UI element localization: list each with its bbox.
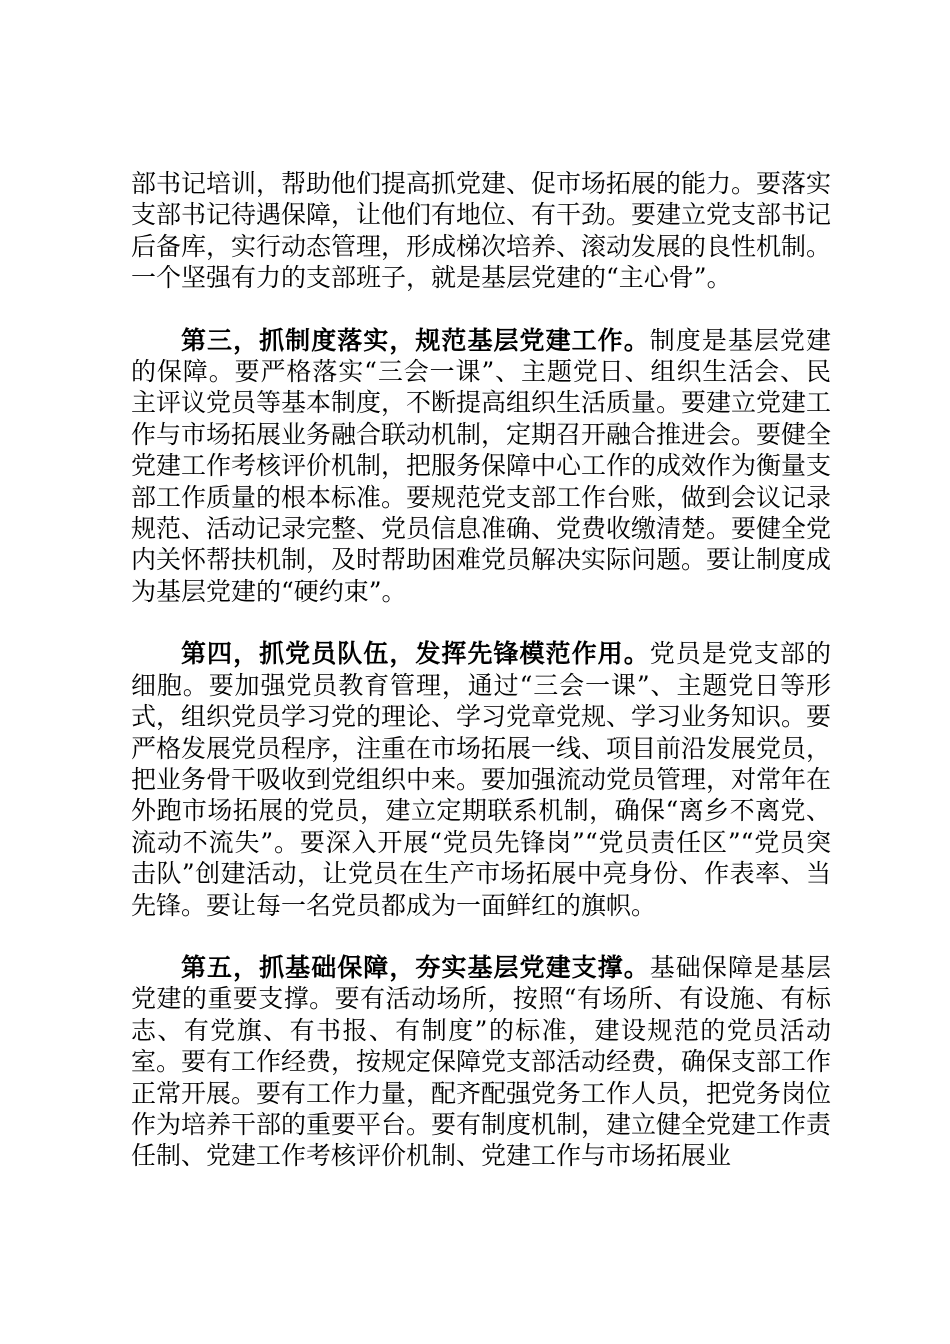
paragraph-heading: 第四，抓党员队伍，发挥先锋模范作用。: [181, 639, 650, 669]
paragraph-section-five: [131, 952, 831, 1172]
paragraph-body: 基础保障是基层党建的重要支撑。要有活动场所，按照“有场所、有设施、有标志、有党旗、有书报、有制度”的标准，建设规范的党员活动室。要有工作经费，按规定保障党支部活动经费，确保支部工作正常开展。要有工作力量，配齐配强党务工作人员，把党务岗位作为培养干部的重要平台。要有制度机制，建立健全党建工作责任制、党建工作考核评价机制、党建工作与市场拓展业: [131, 952, 832, 1171]
paragraph-body: 部书记培训，帮助他们提高抓党建、促市场拓展的能力。要落实支部书记待遇保障，让他们有地位、有干劲。要建立党支部书记后备库，实行动态管理，形成梯次培养、滚动发展的良性机制。一个坚强有力的支部班子，就是基层党建的“主心骨”。: [131, 169, 832, 293]
paragraph-section-four: [131, 638, 831, 921]
paragraph-section-three: [131, 325, 831, 608]
paragraph-heading: 第三，抓制度落实，规范基层党建工作。: [181, 325, 650, 355]
paragraph-body: 制度是基层党建的保障。要严格落实“三会一课”、主题党日、组织生活会、民主评议党员等基本制度，不断提高组织生活质量。要建立党建工作与市场拓展业务融合联动机制，定期召开融合推进会。要健全党建工作考核评价机制，把服务保障中心工作的成效作为衡量支部工作质量的根本标准。要规范党支部工作台账，做到会议记录规范、活动记录完整、党员信息准确、党费收缴清楚。要健全党内关怀帮扶机制，及时帮助困难党员解决实际问题。要让制度成为基层党建的“硬约束”。: [131, 325, 832, 606]
paragraph-body: 党员是党支部的细胞。要加强党员教育管理，通过“三会一课”、主题党日等形式，组织党员学习党的理论、学习党章党规、学习业务知识。要严格发展党员程序，注重在市场拓展一线、项目前沿发展党员，把业务骨干吸收到党组织中来。要加强流动党员管理，对常年在外跑市场拓展的党员，建立定期联系机制，确保“离乡不离党、流动不流失”。要深入开展“党员先锋岗”“党员责任区”“党员突击队”创建活动，让党员在生产市场拓展中亮身份、作表率、当先锋。要让每一名党员都成为一面鲜红的旗帜。: [131, 639, 832, 920]
document-page: [131, 168, 831, 1172]
paragraph-heading: 第五，抓基础保障，夯实基层党建支撑。: [181, 952, 650, 982]
paragraph-continuation: [131, 168, 831, 294]
